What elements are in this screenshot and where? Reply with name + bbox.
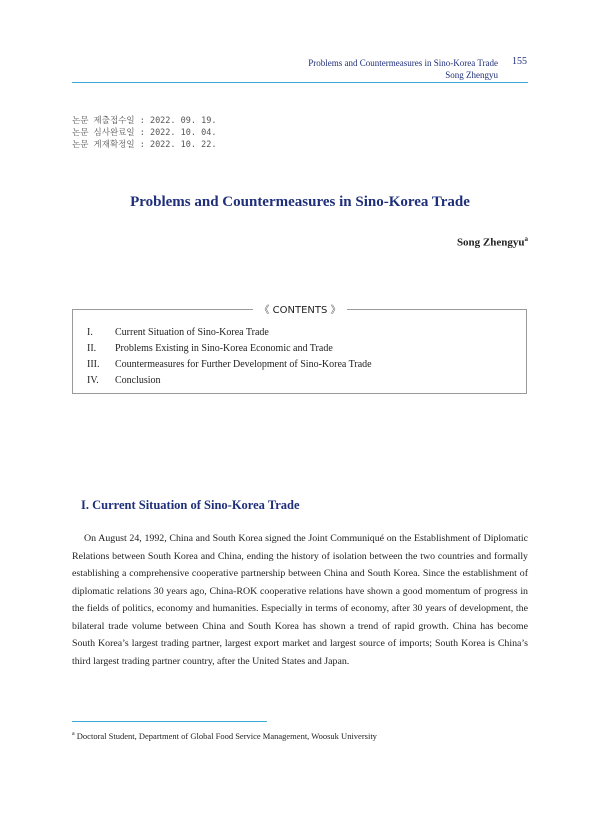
running-header	[308, 57, 498, 81]
footnote	[72, 731, 377, 741]
contents-item-number: IV.	[87, 375, 99, 386]
section-heading: I. Current Situation of Sino-Korea Trade	[81, 498, 300, 512]
contents-item-number: II.	[87, 343, 97, 354]
contents-item	[87, 341, 372, 357]
contents-item-label: Countermeasures for Further Development of Sino-Korea Trade	[115, 359, 372, 370]
author	[457, 235, 528, 249]
contents-item	[87, 325, 372, 341]
running-author: Song Zhengyu	[445, 70, 498, 80]
submission-dates	[72, 115, 216, 151]
author-footnote-mark: a	[524, 235, 528, 243]
header-rule	[72, 82, 528, 83]
contents-item-number: I.	[87, 327, 93, 338]
date-submitted: 논문 제출접수일 : 2022. 09. 19.	[72, 116, 217, 126]
running-title: Problems and Countermeasures in Sino-Korea Trade	[308, 58, 498, 68]
footnote-text: Doctoral Student, Department of Global Food Service Management, Woosuk University	[76, 731, 377, 741]
page-number: 155	[512, 56, 527, 67]
contents-item	[87, 357, 372, 373]
contents-item	[87, 373, 372, 389]
date-reviewed: 논문 심사완료일 : 2022. 10. 04.	[72, 128, 217, 138]
contents-item-label: Conclusion	[115, 375, 161, 386]
paper-title: Problems and Countermeasures in Sino-Korea Trade	[130, 194, 470, 210]
contents-heading-text: 《 CONTENTS 》	[253, 305, 346, 316]
author-name: Song Zhengyu	[456, 236, 525, 249]
body-paragraph: On August 24, 1992, China and South Korea signed the Joint Communiqué on the Establishment of Diplomatic Relations between South Korea and China, ending the history of isolation between the two countries and formally establishing a comprehensive cooperative partnership between China and South Korea. Since the establishment of diplomatic relations 30 years ago, China-ROK cooperative relations have shown a good momentum of progress in the fields of politics, economy and humanities. Especially in terms of economy, after 30 years of development, the bilateral trade volume between China and South Korea has shown a trend of rapid growth. China has become South Korea’s largest trading partner, largest export market and largest source of imports; South Korea is China’s third largest trading partner country, after the United States and Japan.	[72, 533, 528, 667]
date-accepted: 논문 게재확정일 : 2022. 10. 22.	[72, 140, 217, 150]
contents-item-label: Current Situation of Sino-Korea Trade	[115, 327, 269, 338]
contents-list	[87, 325, 372, 389]
footnote-rule	[72, 721, 267, 722]
contents-item-number: III.	[87, 359, 100, 370]
footnote-mark: a	[72, 731, 75, 738]
contents-heading	[0, 301, 600, 316]
contents-item-label: Problems Existing in Sino-Korea Economic and Trade	[115, 343, 333, 354]
